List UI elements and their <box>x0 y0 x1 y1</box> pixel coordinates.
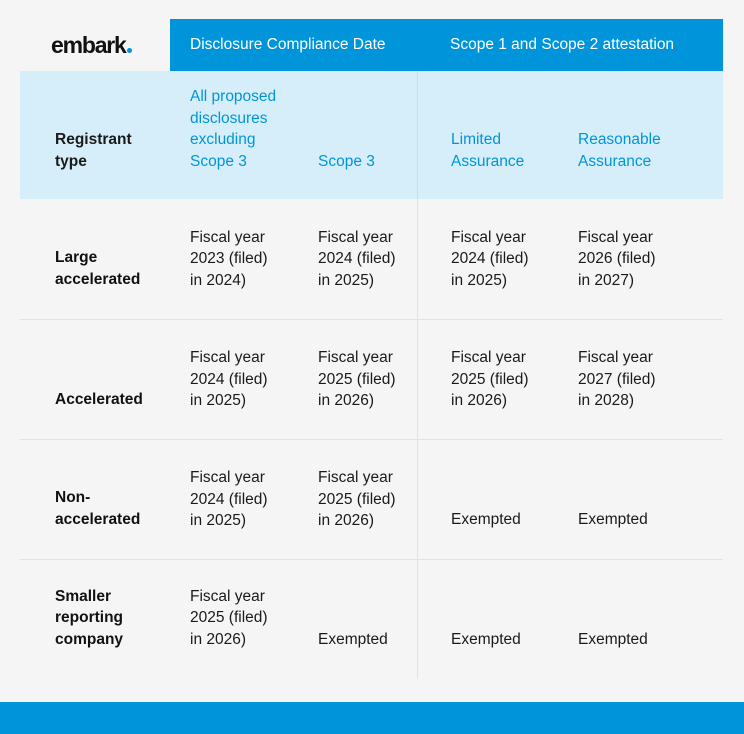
logo-dot-icon <box>127 48 132 53</box>
header-row <box>20 19 723 71</box>
cell-limited: Fiscal year 2024 (filed) in 2025) <box>451 228 529 289</box>
cell-all-proposed: Fiscal year 2023 (filed) in 2024) <box>190 228 268 289</box>
scope3-header: Scope 3 <box>298 71 418 199</box>
row-type: Non-accelerated <box>55 489 141 528</box>
cell-all-proposed: Fiscal year 2025 (filed) in 2026) <box>190 587 268 648</box>
cell-limited: Exempted <box>451 630 521 648</box>
table-body <box>20 199 723 679</box>
all-proposed-header: All proposed disclosures excluding Scope 3 <box>190 88 277 170</box>
attestation-header-label: Scope 1 and Scope 2 attestation <box>450 36 675 53</box>
embark-logo <box>51 32 132 59</box>
cell-scope3: Fiscal year 2025 (filed) in 2026) <box>298 440 418 559</box>
table-row <box>20 199 723 319</box>
disclosure-header-label: Disclosure Compliance Date <box>190 36 386 53</box>
limited-assurance-header: Limited Assurance <box>451 131 525 170</box>
disclosure-header <box>170 19 418 71</box>
table-row <box>20 319 723 439</box>
row-type: Large accelerated <box>55 249 141 288</box>
subheader-row <box>20 71 723 199</box>
registrant-type-header: Registrant type <box>55 131 132 170</box>
cell-all-proposed: Fiscal year 2024 (filed) in 2025) <box>190 469 268 530</box>
cell-reasonable: Fiscal year 2027 (filed) in 2028) <box>578 349 656 410</box>
cell-scope3: Fiscal year 2024 (filed) in 2025) <box>298 199 418 319</box>
logo-cell <box>20 19 170 71</box>
cell-all-proposed: Fiscal year 2024 (filed) in 2025) <box>190 349 268 410</box>
cell-limited: Fiscal year 2025 (filed) in 2026) <box>451 349 529 410</box>
cell-reasonable: Exempted <box>578 630 648 648</box>
row-type: Smaller reporting company <box>55 587 124 648</box>
cell-scope3: Exempted <box>298 560 418 679</box>
row-type: Accelerated <box>55 390 143 408</box>
table-row <box>20 439 723 559</box>
cell-reasonable: Exempted <box>578 510 648 528</box>
table-row <box>20 559 723 679</box>
compliance-table <box>20 19 723 679</box>
logo-text: embark <box>51 31 126 58</box>
cell-reasonable: Fiscal year 2026 (filed) in 2027) <box>578 228 656 289</box>
attestation-header <box>418 19 723 71</box>
cell-limited: Exempted <box>451 510 521 528</box>
footer-band <box>0 702 744 734</box>
cell-scope3: Fiscal year 2025 (filed) in 2026) <box>298 320 418 439</box>
reasonable-assurance-header: Reasonable Assurance <box>578 131 661 170</box>
